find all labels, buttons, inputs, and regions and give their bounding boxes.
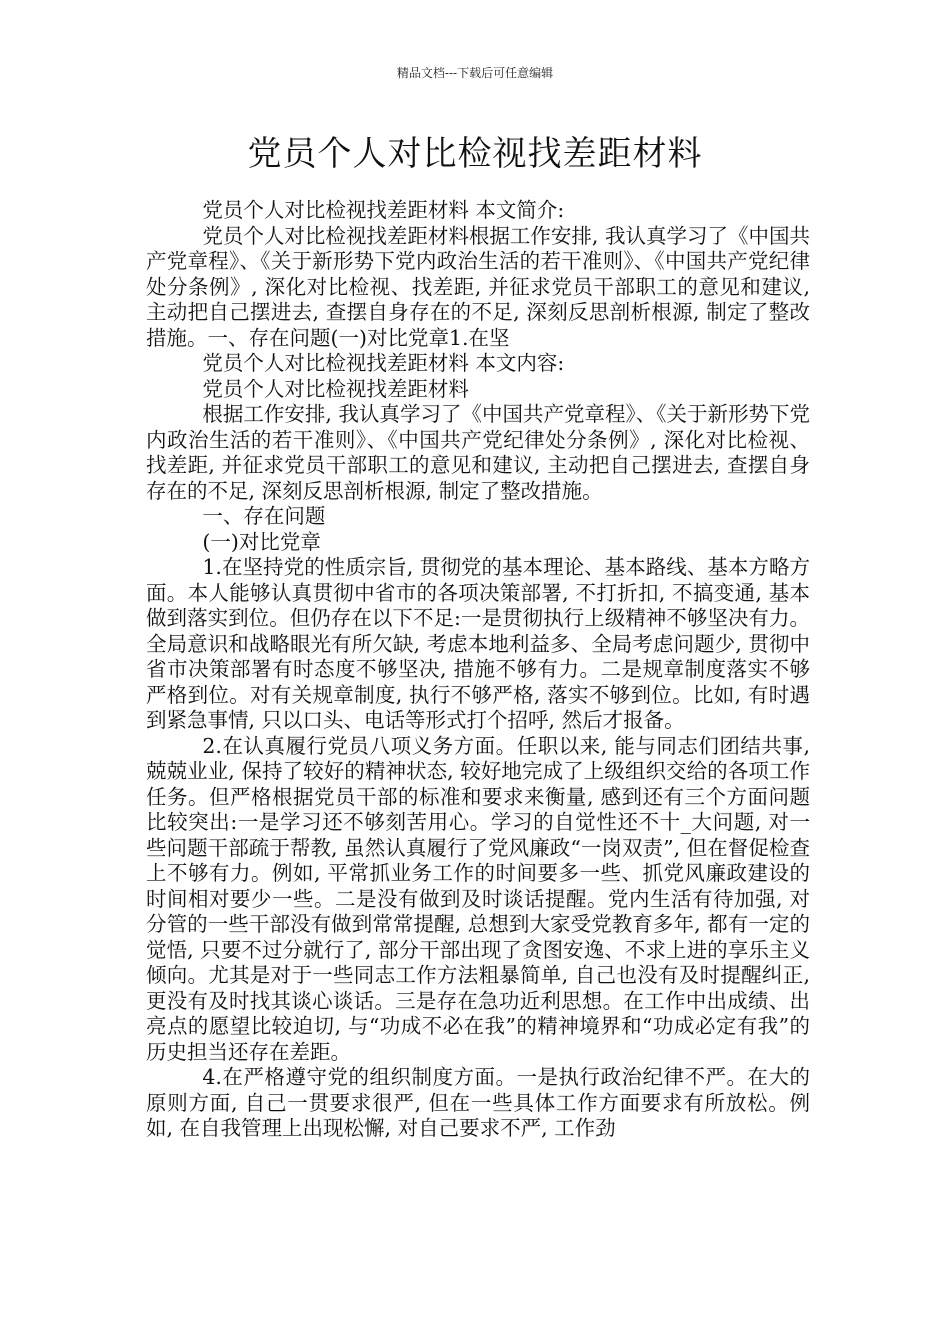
- paragraph: 党员个人对比检视找差距材料根据工作安排, 我认真学习了《中国共产党章程》、《关于新形势下党内政治生活的若干准则》、《中国共产党纪律处分条例》, 深化对比检视、找差距, 并征求党员干部职工的意见和建议, 主动把自己摆进去, 查摆自身存在的不足, 深刻反思剖析根源, 制定了整改措施。一、存在问题(一)对比党章1.在坚: [146, 223, 810, 350]
- paragraph: 4.在严格遵守党的组织制度方面。一是执行政治纪律不严。在大的原则方面, 自己一贯要求很严, 但在一些具体工作方面要求有所放松。例如, 在自我管理上出现松懈, 对自己要求不严, 工作劲: [146, 1065, 810, 1140]
- page-header: 精品文档---下载后可任意编辑: [396, 66, 554, 80]
- paragraph: 党员个人对比检视找差距材料 本文简介:: [202, 198, 565, 222]
- subsection-heading: (一)对比党章: [202, 529, 321, 554]
- section-heading: 一、存在问题: [202, 504, 326, 528]
- paragraph: 1.在坚持党的性质宗旨, 贯彻党的基本理论、基本路线、基本方略方面。本人能够认真贯彻中省市的各项决策部署, 不打折扣, 不搞变通, 基本做到落实到位。但仍存在以下不足:一是贯彻执行上级精神不够坚决有力。全局意识和战略眼光有所欠缺, 考虑本地利益多、全局考虑问题少, 贯彻中省市决策部署有时态度不够坚决, 措施不够有力。二是规章制度落实不够严格到位。对有关规章制度, 执行不够严格, 落实不够到位。比如, 有时遇到紧急事情, 只以口头、电话等形式打个招呼, 然后才报备。: [146, 555, 810, 732]
- document-title: 党员个人对比检视找差距材料: [247, 134, 703, 174]
- paragraph: 根据工作安排, 我认真学习了《中国共产党章程》、《关于新形势下党内政治生活的若干准则》、《中国共产党纪律处分条例》, 深化对比检视、找差距, 并征求党员干部职工的意见和建议, 主动把自己摆进去, 查摆自身存在的不足, 深刻反思剖析根源, 制定了整改措施。: [146, 402, 810, 503]
- paragraph: 党员个人对比检视找差距材料 本文内容:: [202, 351, 565, 375]
- paragraph: 党员个人对比检视找差距材料: [202, 376, 469, 401]
- document-body: [146, 198, 810, 1142]
- paragraph: 2.在认真履行党员八项义务方面。任职以来, 能与同志们团结共事, 兢兢业业, 保持了较好的精神状态, 较好地完成了上级组织交给的各项工作任务。但严格根据党员干部的标准和要求来衡量, 感到还有三个方面问题比较突出:一是学习还不够刻苦用心。学习的自觉性还不十_大问题, 对一些问题干部疏于帮教, 虽然认真履行了党风廉政“一岗双责”, 但在督促检查上不够有力。例如, 平常抓业务工作的时间要多一些、抓党风廉政建设的时间相对要少一些。二是没有做到及时谈话提醒。党内生活有待加强, 对分管的一些干部没有做到常常提醒, 总想到大家受党教育多年, 都有一定的觉悟, 只要不过分就行了, 部分干部出现了贪图安逸、不求上进的享乐主义倾向。尤其是对于一些同志工作方法粗暴简单, 自己也没有及时提醒纠正, 更没有及时找其谈心谈话。三是存在急功近利思想。在工作中出成绩、出亮点的愿望比较迫切, 与“功成不必在我”的精神境界和“功成必定有我”的历史担当还存在差距。: [146, 733, 810, 1064]
